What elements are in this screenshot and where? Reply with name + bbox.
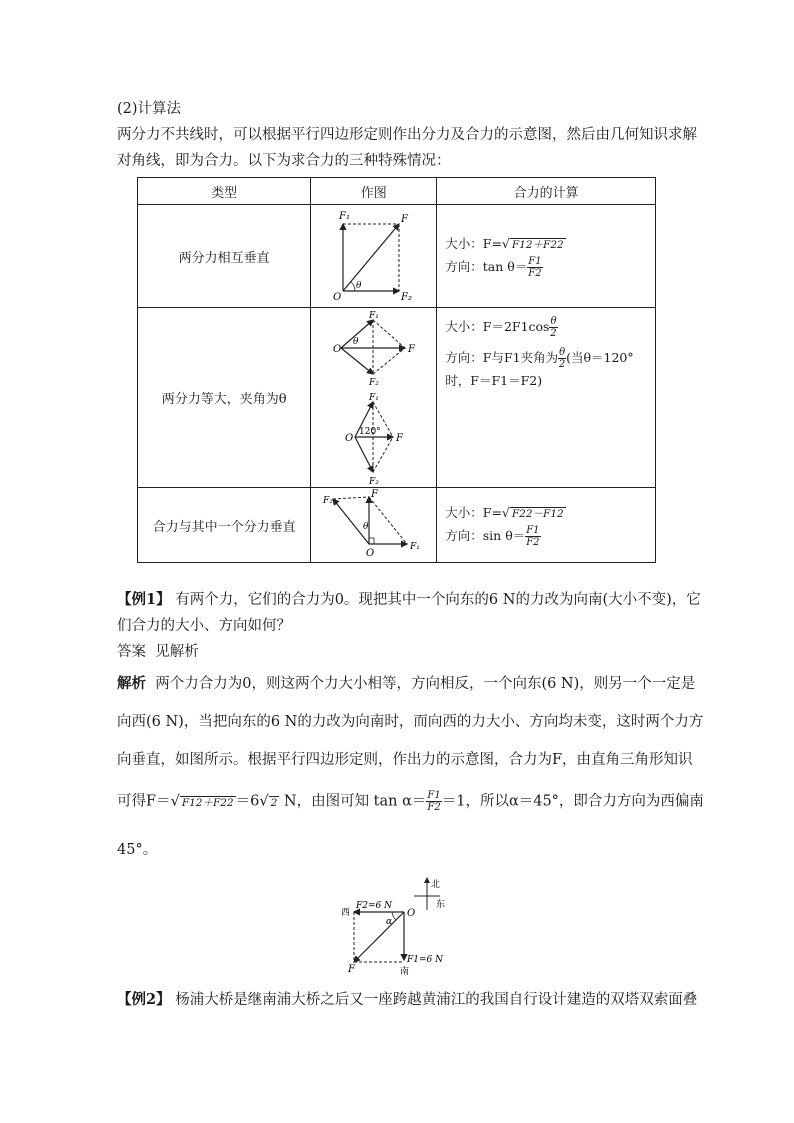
- label-f2: F₂: [401, 292, 413, 303]
- row3-direction: [445, 525, 655, 548]
- row3-size: 大小：F=√ F22－F12: [445, 505, 564, 520]
- analysis-line4: 可得F＝√ F12＋F22 ＝6√ 2 N，由图可知 tan α＝ $\frac{F1}{F2}$ ＝1，所以α＝45°，即合力方向为西偏南: [117, 790, 704, 813]
- table-row: [138, 308, 656, 488]
- label-f2-eq: F2=6 N: [356, 901, 392, 911]
- example2-line: [117, 990, 697, 1010]
- svg-text:F: F: [408, 343, 416, 355]
- example1-figure: [336, 874, 460, 978]
- analysis4-d: ＝1，所以α＝45°，即合力方向为西偏南: [441, 793, 704, 810]
- row3-dir-frac: $\frac{F1}{F2}$: [526, 525, 540, 548]
- label-theta: θ: [356, 281, 362, 291]
- row3-type: 合力与其中一个分力垂直: [138, 488, 311, 563]
- label-o: O: [333, 292, 342, 303]
- header-figure: 作图: [311, 178, 437, 205]
- svg-text:F: F: [371, 489, 379, 500]
- answer-label: 答案: [117, 644, 146, 660]
- row2-dir-prefix: 方向：F与F1夹角为: [445, 350, 559, 365]
- row2-figure: [311, 308, 437, 488]
- row2-dir-frac: $\frac{\theta}{2}$: [558, 347, 566, 370]
- row2-direction-line2: 时，F＝F1＝F2): [445, 373, 543, 388]
- label-120: 120°: [359, 426, 381, 437]
- row1-dir-frac: $\frac{F1}{F2}$: [528, 256, 542, 279]
- svg-text:F₁: F₁: [369, 392, 380, 403]
- section-title: (2)计算法: [117, 101, 182, 117]
- analysis-line2: 向西(6 N)，当把向东的6 N的力改为向南时，而向西的力大小、方向均未变，这时两个力方: [117, 714, 704, 730]
- svg-text:F₂: F₂: [323, 496, 334, 506]
- analysis-line5: 45°。: [117, 842, 158, 858]
- analysis-label: 解析: [117, 675, 146, 692]
- svg-text:O: O: [366, 548, 375, 559]
- example1-question-line1: [117, 590, 701, 610]
- example2-label: 【例2】: [117, 991, 171, 1008]
- svg-text:θ: θ: [353, 336, 359, 347]
- label-west: 西: [341, 908, 351, 918]
- analysis4-b: ＝6: [235, 793, 260, 810]
- label-north: 北: [431, 880, 441, 890]
- row2-type: 两分力等大，夹角为θ: [138, 308, 311, 488]
- equal-forces-diagram: [311, 310, 436, 486]
- svg-text:θ: θ: [363, 522, 369, 532]
- resultant-vector: [343, 224, 399, 291]
- analysis4-a: 可得F＝: [117, 793, 171, 810]
- analysis-text-1: 两个力合力为0，则这两个力大小相等，方向相反，一个向东(6 N)，则另一个一定是: [155, 676, 696, 692]
- example1-answer: [117, 642, 199, 662]
- answer-text: 见解析: [155, 644, 199, 660]
- row3-dir-prefix: 方向：sin θ＝: [445, 528, 526, 543]
- example1-question-1: 有两个力，它们的合力为0。现把其中一个向东的6 N的力改为向南(大小不变)，它: [175, 592, 701, 608]
- svg-text:F₁: F₁: [410, 542, 421, 552]
- row2-size: [445, 316, 655, 339]
- analysis-line3: 向垂直，如图所示。根据平行四边形定则，作出力的示意图，合力为F，由直角三角形知识: [117, 752, 693, 768]
- svg-text:F₂: F₂: [369, 476, 380, 486]
- table-row: [138, 205, 656, 308]
- force-table: [137, 177, 656, 563]
- example2-text: 杨浦大桥是继南浦大桥之后又一座跨越黄浦江的我国自行设计建造的双塔双索面叠: [175, 992, 698, 1008]
- header-type: 类型: [138, 178, 311, 205]
- header-calc: 合力的计算: [437, 178, 656, 205]
- label-f: F: [401, 214, 409, 225]
- row1-size-prefix: 大小：F=: [445, 236, 502, 251]
- row2-calc: [437, 308, 656, 488]
- analysis4-root: F12＋F22: [181, 796, 234, 809]
- row2-direction: [445, 347, 655, 370]
- perpendicular-diagram: [311, 206, 436, 306]
- perpendicular-component-diagram: [311, 489, 436, 561]
- intro-line-1: 两分力不共线时，可以根据平行四边形定则作出分力及合力的示意图，然后由几何知识求解: [117, 127, 697, 143]
- row1-figure: [311, 205, 437, 308]
- row3-size-prefix: 大小：F=: [445, 505, 502, 520]
- table-header-row: [138, 178, 656, 205]
- row2-size-frac: $\frac{\theta}{2}$: [550, 316, 557, 339]
- label-alpha: α: [386, 917, 393, 927]
- analysis-line1: [117, 674, 695, 694]
- label-east: 东: [436, 900, 446, 910]
- row2-dir-suffix: (当θ＝120°: [566, 350, 634, 365]
- row2-size-prefix: 大小：F＝2F1cos: [445, 319, 550, 334]
- row3-figure: [311, 488, 437, 563]
- row3-size-root: F22－F12: [511, 508, 564, 520]
- label-f1: F₁: [339, 211, 351, 222]
- example1-label: 【例1】: [117, 591, 171, 608]
- analysis4-root2: 2: [270, 796, 278, 809]
- row1-direction: [445, 256, 655, 279]
- analysis4-c: N，由图可知 tan α＝: [279, 793, 427, 810]
- row3-calc: [437, 488, 656, 563]
- svg-text:O: O: [345, 432, 354, 444]
- row1-size: 大小：F=√ F12＋F22: [445, 236, 564, 251]
- row1-calc: [437, 205, 656, 308]
- row1-dir-prefix: 方向：tan θ＝: [445, 259, 528, 274]
- row1-type: 两分力相互垂直: [138, 205, 311, 308]
- intro-line-2: 对角线，即为合力。以下为求合力的三种特殊情况：: [117, 153, 451, 169]
- svg-text:O: O: [333, 343, 342, 355]
- label-f1-eq: F1=6 N: [407, 955, 443, 965]
- row1-size-root: F12＋F22: [511, 239, 564, 251]
- table-row: [138, 488, 656, 563]
- label-o-ex1: O: [407, 908, 416, 919]
- label-south: 南: [400, 967, 410, 977]
- label-f-ex1: F: [348, 964, 355, 975]
- example1-question-line2: 们合力的大小、方向如何？: [117, 618, 291, 634]
- svg-text:F₂: F₂: [369, 377, 380, 388]
- svg-text:F: F: [396, 432, 404, 444]
- analysis4-frac: $\frac{F1}{F2}$: [427, 790, 441, 813]
- svg-text:F₁: F₁: [369, 310, 380, 321]
